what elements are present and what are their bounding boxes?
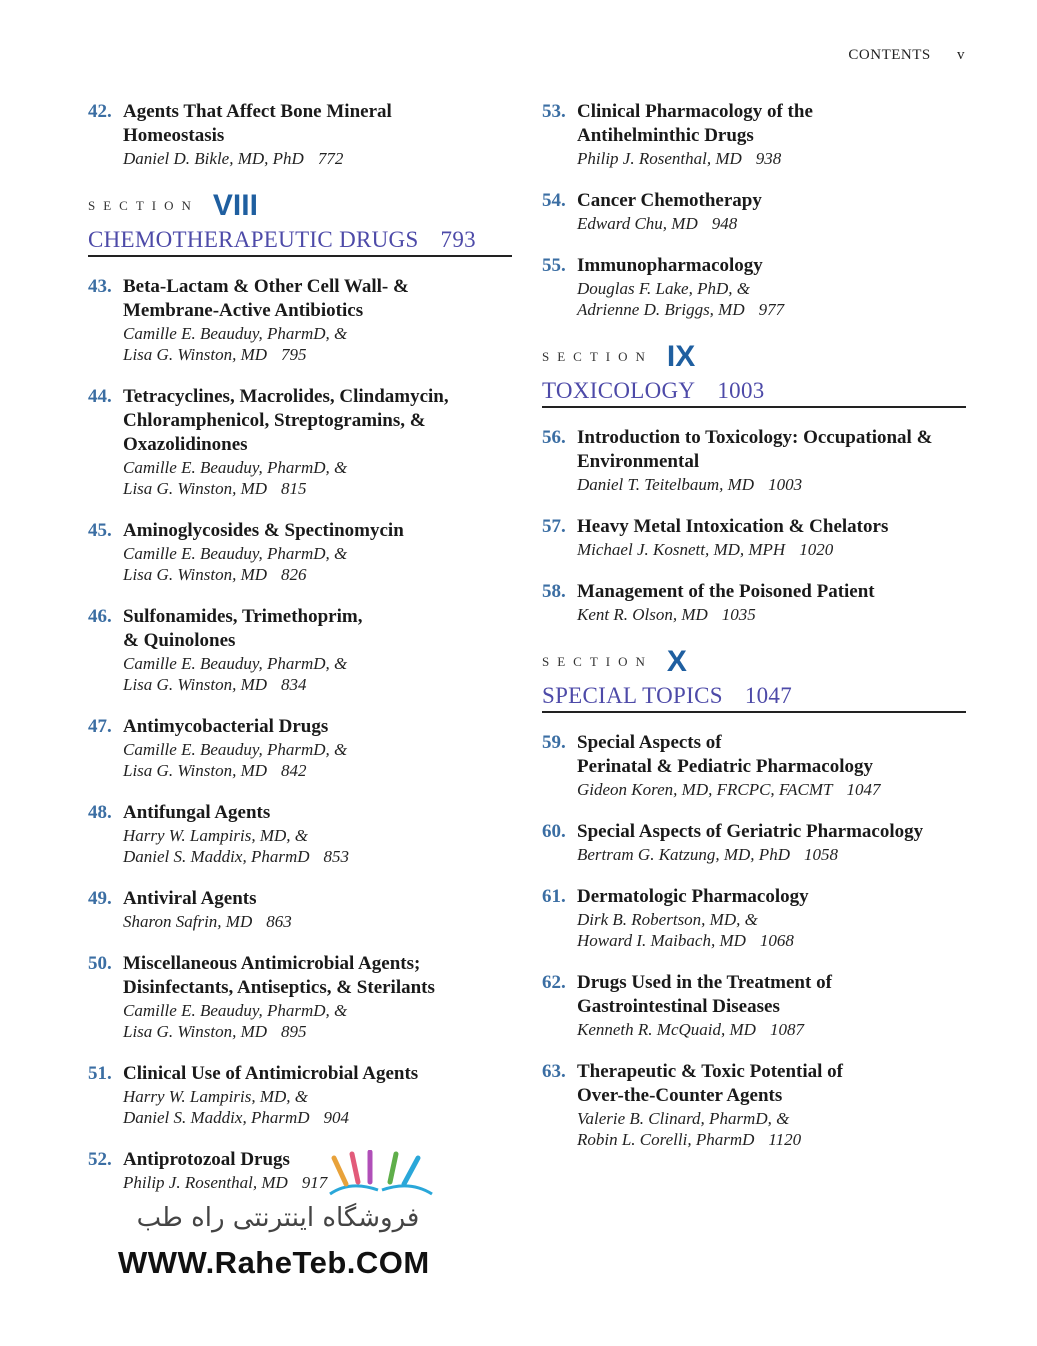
chapter-title: Environmental [577, 451, 700, 472]
chapter-page: 815 [281, 479, 307, 498]
toc-entry [88, 801, 512, 867]
toc-entry [88, 952, 512, 1042]
author-text: Dirk B. Robertson, MD, & [577, 910, 758, 929]
chapter-page: 1087 [769, 1020, 804, 1039]
chapter-title: Antifungal Agents [123, 802, 271, 823]
author-text: Lisa G. Winston, MD [123, 565, 268, 584]
chapter-title: Membrane-Active Antibiotics [123, 300, 364, 321]
author-text: Camille E. Beauduy, PharmD, & [123, 740, 348, 759]
chapter-author [123, 1107, 512, 1128]
chapter-title: Antiprotozoal Drugs [123, 1149, 290, 1170]
section-title-text: TOXICOLOGY [542, 378, 696, 403]
chapter-page: 977 [758, 300, 785, 319]
section-label-ix [542, 340, 966, 374]
chapter-title: Cancer Chemotherapy [577, 190, 762, 211]
author-text: Sharon Safrin, MD [123, 912, 253, 931]
chapter-author [123, 1086, 512, 1107]
author-text: Kenneth R. McQuaid, MD [577, 1020, 756, 1039]
running-head-label: CONTENTS [848, 47, 931, 63]
chapter-page: 834 [281, 675, 307, 694]
toc-entry [542, 189, 966, 234]
left-entry-list [88, 275, 512, 1193]
author-text: Camille E. Beauduy, PharmD, & [123, 544, 348, 563]
chapter-number: 47. [88, 716, 112, 737]
page-number: v [957, 47, 965, 63]
section-numeral: VIII [212, 189, 258, 222]
chapter-number: 46. [88, 606, 112, 627]
entry-42 [88, 100, 512, 169]
right-entry-list-top [542, 100, 966, 320]
chapter-title: Homeostasis [123, 125, 225, 146]
chapter-page: 1003 [768, 475, 803, 494]
author-text: Robin L. Corelli, PharmD [577, 1130, 755, 1149]
chapter-title: Perinatal & Pediatric Pharmacology [577, 756, 874, 777]
chapter-author [123, 564, 512, 585]
author-text: Howard I. Maibach, MD [577, 931, 746, 950]
chapter-author [577, 1108, 966, 1129]
author-text: Daniel S. Maddix, PharmD [123, 847, 310, 866]
chapter-title: Disinfectants, Antiseptics, & Sterilants [123, 977, 435, 998]
chapter-number: 51. [88, 1063, 112, 1084]
chapter-number: 58. [542, 581, 566, 602]
chapter-author [123, 543, 512, 564]
author-text: Philip J. Rosenthal, MD [123, 1173, 288, 1192]
chapter-author [123, 148, 512, 169]
chapter-number: 45. [88, 520, 112, 541]
chapter-number: 42. [88, 101, 112, 122]
chapter-author [123, 1000, 512, 1021]
right-column [542, 100, 966, 1170]
chapter-author [123, 344, 512, 365]
author-text: Douglas F. Lake, PhD, & [577, 279, 750, 298]
watermark-persian: فروشگاه اینترنتی راه طب [136, 1203, 420, 1233]
right-entry-list-bottom [542, 731, 966, 1150]
author-text: Camille E. Beauduy, PharmD, & [123, 324, 348, 343]
chapter-author [123, 825, 512, 846]
chapter-page: 895 [281, 1022, 307, 1041]
chapter-page: 826 [281, 565, 307, 584]
chapter-title: Aminoglycosides & Spectinomycin [123, 520, 404, 541]
chapter-title: Tetracyclines, Macrolides, Clindamycin, [123, 386, 449, 407]
chapter-title: Heavy Metal Intoxication & Chelators [577, 516, 889, 537]
left-column [88, 100, 512, 1213]
chapter-number: 55. [542, 255, 566, 276]
chapter-title: Therapeutic & Toxic Potential of [577, 1061, 843, 1082]
chapter-title: Introduction to Toxicology: Occupational & [577, 427, 933, 448]
toc-entry [88, 519, 512, 585]
toc-entry [542, 885, 966, 951]
chapter-page: 795 [281, 345, 307, 364]
chapter-author [123, 478, 512, 499]
author-text: Daniel T. Teitelbaum, MD [577, 475, 755, 494]
author-text: Daniel D. Bikle, MD, PhD [123, 149, 304, 168]
author-text: Gideon Koren, MD, FRCPC, FACMT [577, 780, 833, 799]
chapter-author [123, 739, 512, 760]
author-text: Lisa G. Winston, MD [123, 479, 268, 498]
chapter-author [123, 457, 512, 478]
toc-entry [542, 580, 966, 625]
author-text: Lisa G. Winston, MD [123, 1022, 268, 1041]
chapter-author [123, 1021, 512, 1042]
section-title-page: 1047 [744, 683, 793, 708]
chapter-title: Management of the Poisoned Patient [577, 581, 875, 602]
toc-entry [88, 385, 512, 499]
chapter-page: 863 [266, 912, 292, 931]
section-title-special-topics [542, 683, 966, 713]
chapter-number: 59. [542, 732, 566, 753]
chapter-page: 938 [755, 149, 782, 168]
toc-entry [542, 1060, 966, 1150]
chapter-author [577, 1129, 966, 1150]
watermark-url: WWW.RaheTeb.COM [118, 1245, 430, 1280]
chapter-author [577, 474, 966, 495]
toc-entry [542, 971, 966, 1040]
section-title-chemotherapeutic [88, 227, 512, 257]
author-text: Camille E. Beauduy, PharmD, & [123, 1001, 348, 1020]
chapter-title: & Quinolones [123, 630, 236, 651]
chapter-author [577, 299, 966, 320]
chapter-author [577, 844, 966, 865]
chapter-author [123, 846, 512, 867]
chapter-number: 50. [88, 953, 112, 974]
toc-entry [88, 1148, 512, 1193]
bookstore-logo-icon [320, 1150, 440, 1198]
chapter-author [123, 323, 512, 344]
chapter-author [577, 930, 966, 951]
chapter-page: 1035 [721, 605, 756, 624]
author-text: Camille E. Beauduy, PharmD, & [123, 654, 348, 673]
chapter-author [577, 278, 966, 299]
chapter-title: Dermatologic Pharmacology [577, 886, 809, 907]
chapter-page: 904 [323, 1108, 350, 1127]
chapter-number: 62. [542, 972, 566, 993]
section-label-viii [88, 189, 512, 223]
toc-entry [88, 100, 512, 169]
chapter-author [577, 539, 966, 560]
author-text: Daniel S. Maddix, PharmD [123, 1108, 310, 1127]
author-text: Lisa G. Winston, MD [123, 345, 268, 364]
section-title-page: 1003 [717, 378, 765, 403]
chapter-page: 1068 [759, 931, 794, 950]
author-text: Michael J. Kosnett, MD, MPH [577, 540, 786, 559]
toc-entry [542, 731, 966, 800]
toc-entry [542, 254, 966, 320]
section-label-x [542, 645, 966, 679]
chapter-author [123, 760, 512, 781]
section-word: SECTION [542, 654, 653, 669]
chapter-title: Over-the-Counter Agents [577, 1085, 783, 1106]
section-title-page: 793 [440, 227, 476, 252]
toc-entry [88, 887, 512, 932]
chapter-page: 917 [301, 1173, 328, 1192]
chapter-title: Special Aspects of [577, 732, 722, 753]
chapter-number: 52. [88, 1149, 112, 1170]
author-text: Camille E. Beauduy, PharmD, & [123, 458, 348, 477]
toc-entry [88, 715, 512, 781]
author-text: Lisa G. Winston, MD [123, 761, 268, 780]
section-numeral: IX [666, 340, 696, 373]
toc-entry [88, 1062, 512, 1128]
chapter-title: Gastrointestinal Diseases [577, 996, 780, 1017]
section-title-text: SPECIAL TOPICS [542, 683, 723, 708]
chapter-title: Miscellaneous Antimicrobial Agents; [123, 953, 421, 974]
section-word: SECTION [88, 198, 199, 213]
chapter-title: Agents That Affect Bone Mineral [123, 101, 392, 122]
chapter-title: Clinical Use of Antimicrobial Agents [123, 1063, 419, 1084]
toc-entry [542, 515, 966, 560]
chapter-title: Chloramphenicol, Streptogramins, & [123, 410, 426, 431]
section-word: SECTION [542, 349, 653, 364]
author-text: Harry W. Lampiris, MD, & [123, 1087, 308, 1106]
chapter-page: 1047 [846, 780, 881, 799]
chapter-page: 948 [711, 214, 738, 233]
toc-entry [542, 100, 966, 169]
chapter-number: 57. [542, 516, 566, 537]
chapter-number: 43. [88, 276, 112, 297]
chapter-author [123, 1172, 512, 1193]
chapter-author [577, 604, 966, 625]
author-text: Valerie B. Clinard, PharmD, & [577, 1109, 790, 1128]
chapter-author [577, 213, 966, 234]
author-text: Edward Chu, MD [577, 214, 698, 233]
chapter-title: Sulfonamides, Trimethoprim, [123, 606, 363, 627]
chapter-author [123, 674, 512, 695]
chapter-author [123, 653, 512, 674]
chapter-page: 1020 [799, 540, 834, 559]
toc-entry [542, 426, 966, 495]
section-numeral: X [666, 645, 687, 678]
chapter-page: 842 [281, 761, 307, 780]
chapter-author [577, 909, 966, 930]
chapter-title: Special Aspects of Geriatric Pharmacology [577, 821, 924, 842]
author-text: Kent R. Olson, MD [577, 605, 708, 624]
chapter-author [577, 779, 966, 800]
chapter-author [577, 1019, 966, 1040]
author-text: Philip J. Rosenthal, MD [577, 149, 742, 168]
chapter-number: 54. [542, 190, 566, 211]
chapter-title: Beta-Lactam & Other Cell Wall- & [123, 276, 409, 297]
chapter-author [123, 911, 512, 932]
toc-entry [542, 820, 966, 865]
chapter-page: 1058 [803, 845, 838, 864]
chapter-title: Immunopharmacology [577, 255, 763, 276]
author-text: Harry W. Lampiris, MD, & [123, 826, 308, 845]
chapter-author [577, 148, 966, 169]
chapter-page: 1120 [768, 1130, 802, 1149]
section-title-text: CHEMOTHERAPEUTIC DRUGS [88, 227, 419, 252]
chapter-number: 49. [88, 888, 112, 909]
author-text: Lisa G. Winston, MD [123, 675, 268, 694]
toc-entry [88, 605, 512, 695]
chapter-number: 63. [542, 1061, 566, 1082]
chapter-number: 60. [542, 821, 566, 842]
right-entry-list-mid [542, 426, 966, 625]
toc-entry [88, 275, 512, 365]
chapter-number: 56. [542, 427, 566, 448]
chapter-title: Clinical Pharmacology of the [577, 101, 813, 122]
chapter-number: 44. [88, 386, 112, 407]
chapter-number: 53. [542, 101, 566, 122]
chapter-number: 48. [88, 802, 112, 823]
chapter-title: Drugs Used in the Treatment of [577, 972, 832, 993]
chapter-title: Oxazolidinones [123, 434, 248, 455]
chapter-title: Antiviral Agents [123, 888, 257, 909]
chapter-page: 772 [317, 149, 344, 168]
chapter-title: Antimycobacterial Drugs [123, 716, 329, 737]
section-title-toxicology [542, 378, 966, 408]
running-head [848, 47, 965, 64]
author-text: Bertram G. Katzung, MD, PhD [577, 845, 790, 864]
chapter-title: Antihelminthic Drugs [577, 125, 754, 146]
chapter-page: 853 [323, 847, 350, 866]
chapter-number: 61. [542, 886, 566, 907]
author-text: Adrienne D. Briggs, MD [577, 300, 745, 319]
